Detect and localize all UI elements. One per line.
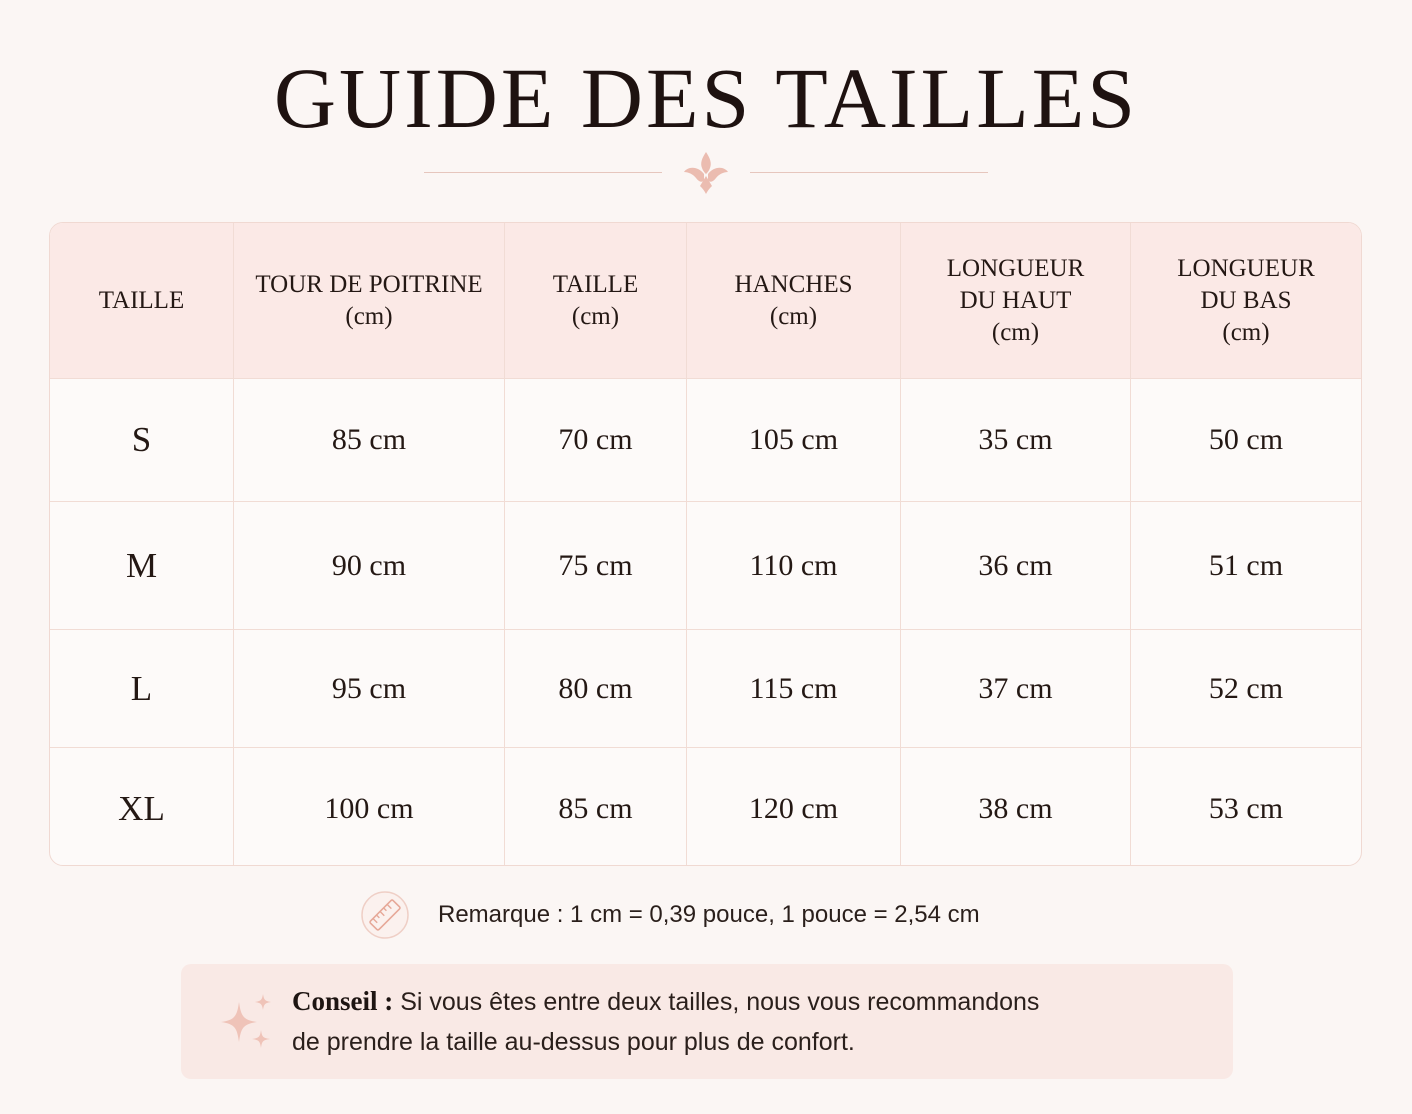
bottom-length-cell: 52 cm: [1131, 630, 1362, 748]
tip-label: Conseil :: [292, 986, 394, 1016]
bust-cell: 100 cm: [234, 748, 505, 867]
hips-cell: 120 cm: [687, 748, 901, 867]
bust-cell: 85 cm: [234, 379, 505, 502]
remark-text: Remarque : 1 cm = 0,39 pouce, 1 pouce = 2,54 cm: [438, 901, 980, 928]
table-row: [50, 748, 1361, 867]
column-header-bottom-length: LONGUEUR DU BAS (cm): [1131, 223, 1362, 379]
size-table-grid: [50, 223, 1361, 866]
waist-cell: 80 cm: [505, 630, 687, 748]
top-length-cell: 38 cm: [901, 748, 1131, 867]
table-header-row: [50, 223, 1361, 379]
top-length-cell: 37 cm: [901, 630, 1131, 748]
tip-text-1: Si vous êtes entre deux tailles, nous vous recommandons: [400, 988, 1040, 1016]
title-divider: [424, 150, 988, 196]
page-title: GUIDE DES TAILLES: [273, 50, 1139, 146]
size-table: [49, 222, 1362, 866]
tip-box: [181, 964, 1233, 1079]
column-header-hips: HANCHES (cm): [687, 223, 901, 379]
top-length-cell: 35 cm: [901, 379, 1131, 502]
waist-cell: 85 cm: [505, 748, 687, 867]
top-length-cell: 36 cm: [901, 502, 1131, 630]
size-cell: L: [50, 630, 234, 748]
bust-cell: 90 cm: [234, 502, 505, 630]
table-row: [50, 379, 1361, 502]
ruler-icon: [360, 890, 410, 940]
size-cell: XL: [50, 748, 234, 867]
waist-cell: 75 cm: [505, 502, 687, 630]
size-cell: M: [50, 502, 234, 630]
divider-line-left: [424, 172, 662, 173]
bottom-length-cell: 53 cm: [1208, 791, 1284, 825]
bottom-length-cell: 51 cm: [1131, 502, 1362, 630]
hips-cell: 105 cm: [687, 379, 901, 502]
column-header-top-length: LONGUEUR DU HAUT (cm): [901, 223, 1131, 379]
size-cell: S: [50, 379, 234, 502]
table-row: [50, 502, 1361, 630]
bottom-length-cell: 50 cm: [1131, 379, 1362, 502]
divider-line-right: [750, 172, 988, 173]
column-header-size: TAILLE: [50, 223, 234, 379]
tip-line-1: [292, 986, 1039, 1017]
hips-cell: 115 cm: [687, 630, 901, 748]
column-header-bust: TOUR DE POITRINE (cm): [234, 223, 505, 379]
tip-text-2: de prendre la taille au-dessus pour plus de confort.: [292, 1028, 855, 1056]
waist-cell: 70 cm: [505, 379, 687, 502]
table-row: [50, 630, 1361, 748]
column-header-waist: TAILLE (cm): [505, 223, 687, 379]
sparkle-icon: [217, 990, 277, 1054]
hips-cell: 110 cm: [687, 502, 901, 630]
bust-cell: 95 cm: [234, 630, 505, 748]
conversion-remark: [360, 890, 1080, 940]
fleur-de-lis-icon: [680, 150, 732, 196]
